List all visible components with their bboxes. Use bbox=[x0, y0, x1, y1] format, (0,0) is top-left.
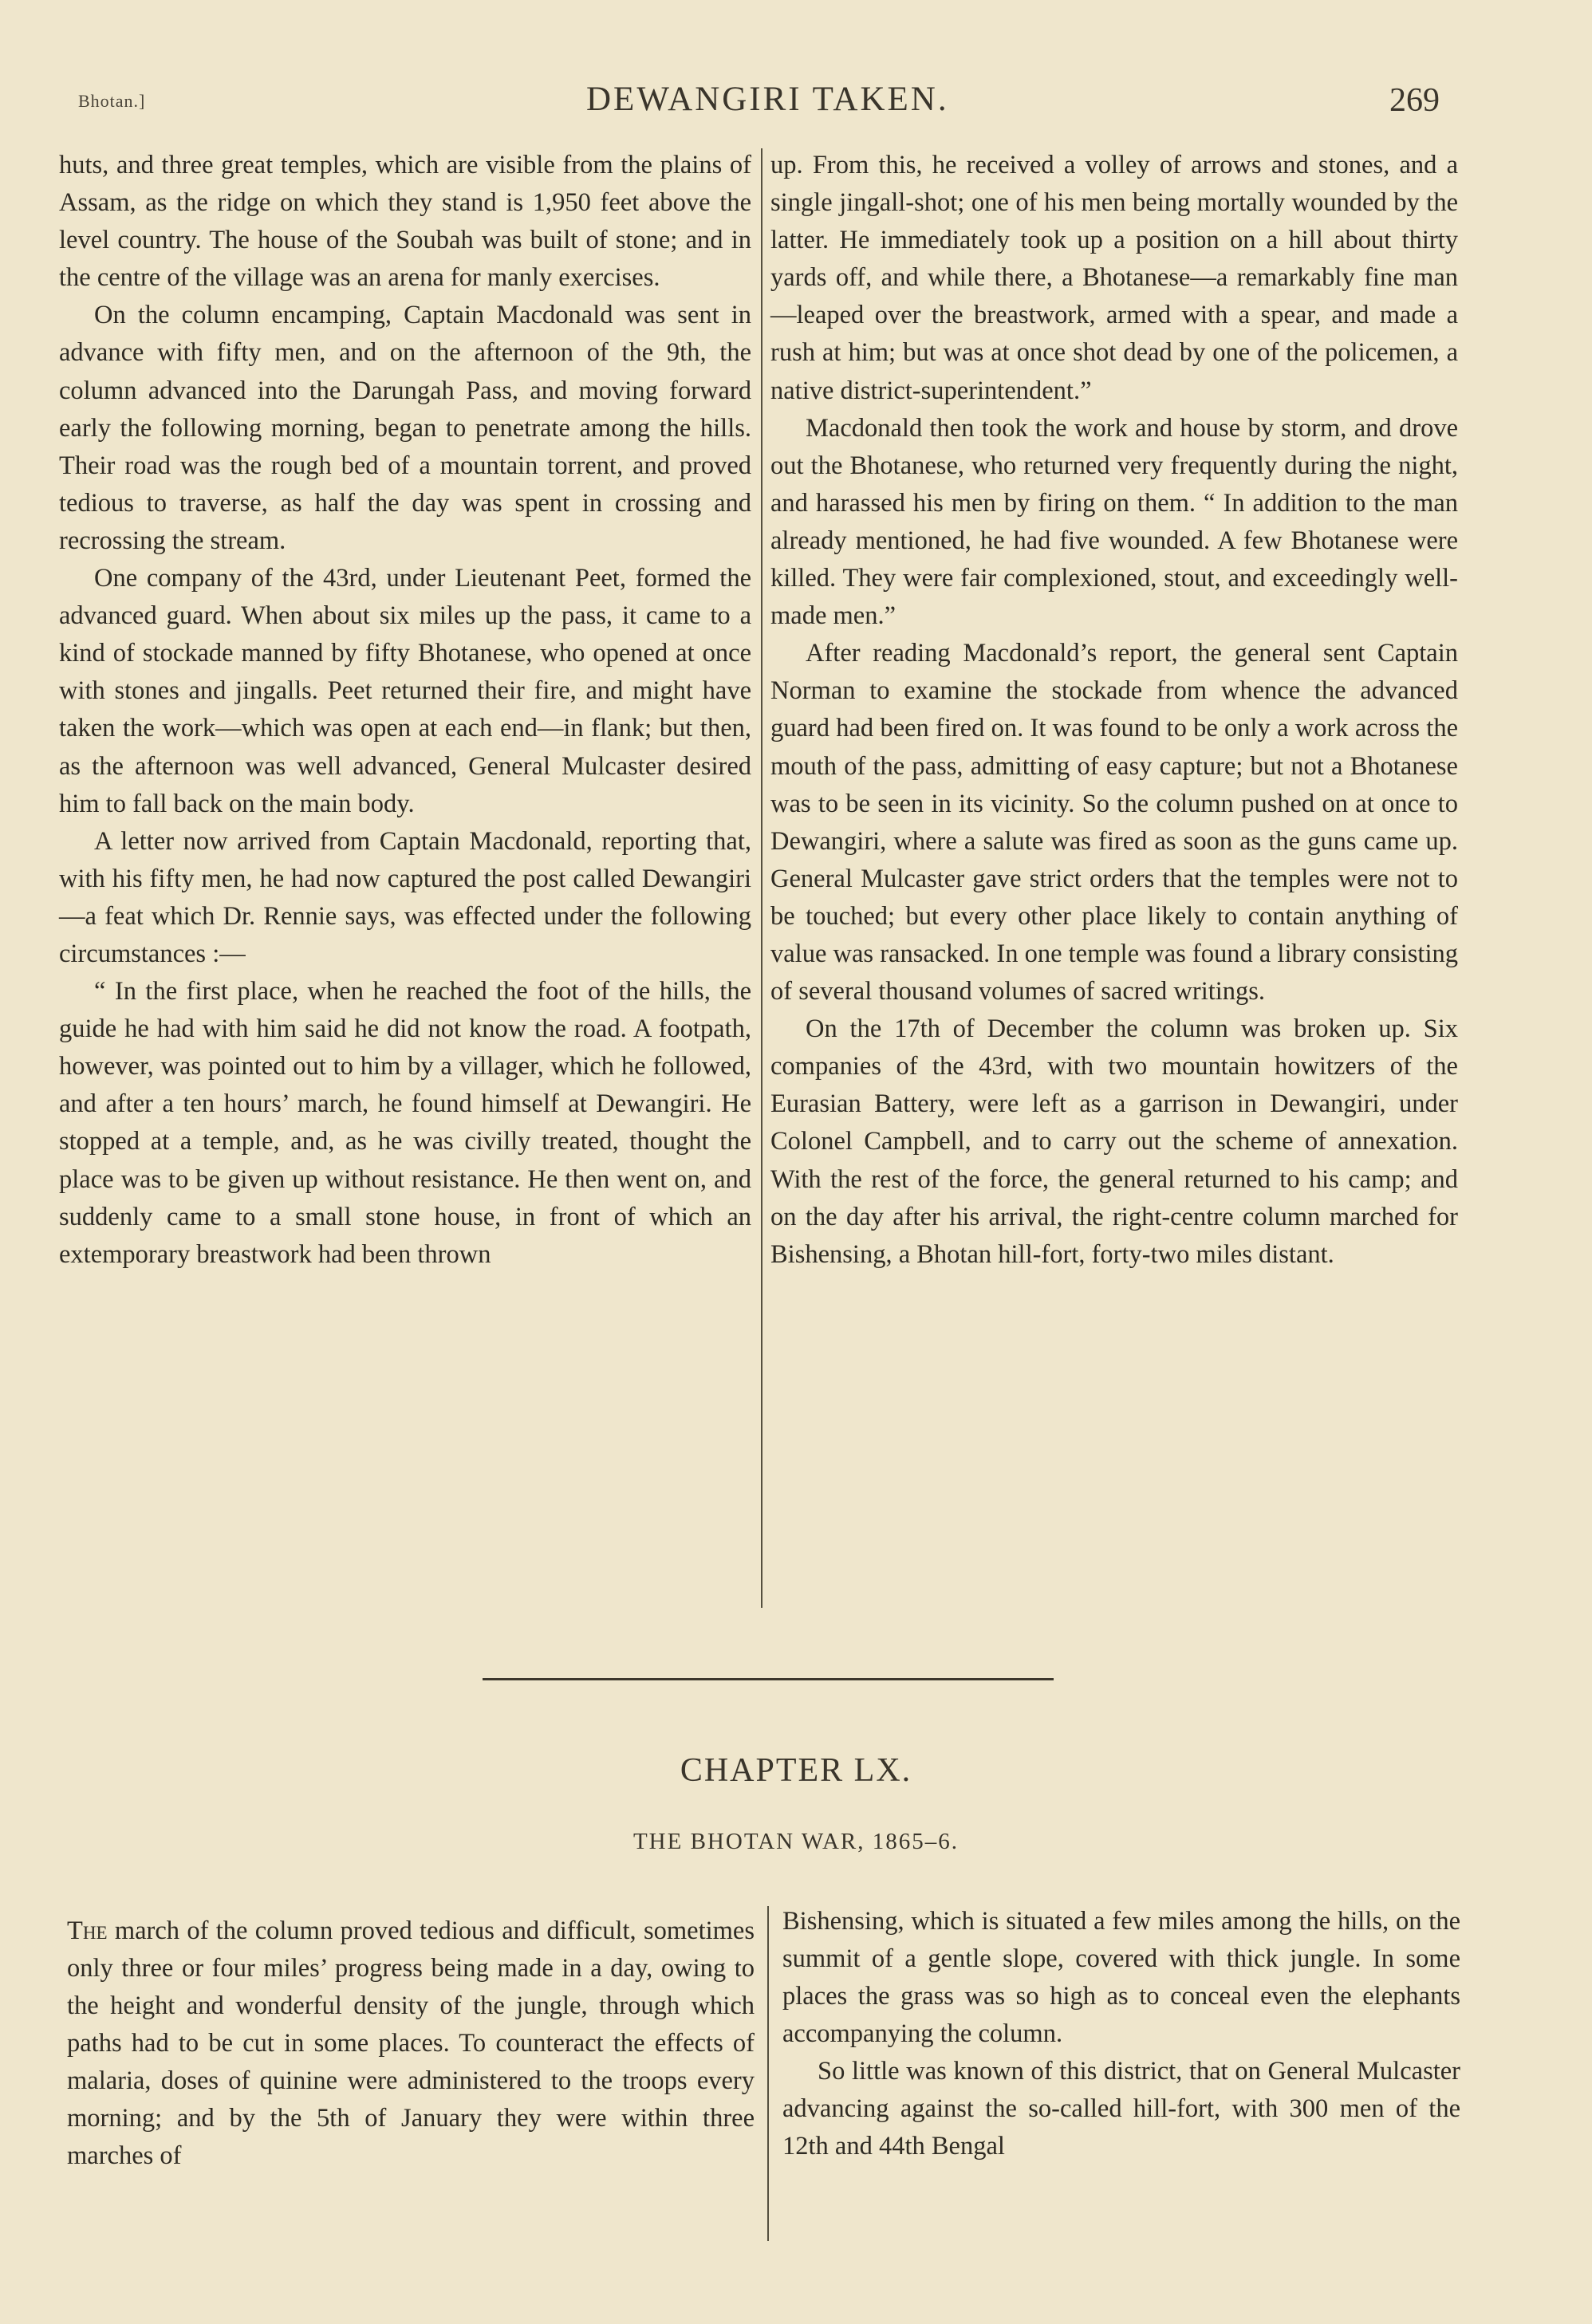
paragraph bbox=[67, 1912, 755, 2175]
paragraph-text: march of the column proved tedious and difficult, sometimes only three or four miles’ progress being made in a day, owing to the height and wonderful density of the jungle, through which paths had to be cut in some places. To counteract the effects of malaria, doses of quinine were administered to the troops every morning; and by the 5th of January they were within three marches of bbox=[67, 1916, 755, 2170]
chapter-left-column bbox=[67, 1912, 755, 2175]
chapter-right-column bbox=[782, 1903, 1460, 2165]
right-column bbox=[770, 147, 1458, 1274]
page-number: 269 bbox=[1389, 82, 1440, 119]
paragraph: up. From this, he received a volley of arrows and stones, and a single jingall-shot; one of his men being mortally wounded by the latter. He immediately took up a position on a hill about thirty yards off, and while there, a Bhotanese—a remarkably fine man—leaped over the breastwork, armed with a spear, and made a rush at him; but was at once shot dead by one of the policemen, a native district-superintendent.” bbox=[770, 151, 1458, 405]
chapter-separator-rule bbox=[483, 1678, 1054, 1680]
paragraph: “ In the first place, when he reached the foot of the hills, the guide he had with him said he did not know the road. A footpath, however, was pointed out to him by a villager, which he followed, and after a ten hours’ march, he found himself at Dewangiri. He stopped at a temple, and, as he was civilly treated, thought the place was to be given up without resistance. He then went on, and suddenly came to a small stone house, in front of which an extemporary breastwork had been thrown bbox=[59, 977, 751, 1269]
chapter-subtitle: THE BHOTAN WAR, 1865–6. bbox=[632, 1829, 960, 1854]
running-head-title: DEWANGIRI TAKEN. bbox=[586, 81, 949, 118]
paragraph: A letter now arrived from Captain Macdonald, reporting that, with his fifty men, he had now captured the post called Dewangiri—a feat which Dr. Rennie says, was effected under the following circumstances :— bbox=[59, 826, 751, 968]
paragraph: One company of the 43rd, under Lieutenant Peet, formed the advanced guard. When about six miles up the pass, it came to a kind of stockade manned by fifty Bhotanese, who opened at once with stones and jingalls. Peet returned their fire, and might have taken the work—which was open at each end—in flank; but then, as the afternoon was well advanced, General Mulcaster desired him to fall back on the main body. bbox=[59, 564, 751, 818]
running-head-section: Bhotan.] bbox=[78, 91, 146, 111]
column-divider bbox=[767, 1906, 769, 2241]
paragraph: Bishensing, which is situated a few miles among the hills, on the summit of a gentle slope, covered with thick jungle. In some places the grass was so high as to conceal even the elephants accompanying the column. bbox=[782, 1907, 1460, 2048]
paragraph: huts, and three great temples, which are visible from the plains of Assam, as the ridge on which they stand is 1,950 feet above the level country. The house of the Soubah was built of stone; and in the centre of the village was an arena for manly exercises. bbox=[59, 151, 751, 293]
paragraph: So little was known of this district, that on General Mulcaster advancing against the so-called hill-fort, with 300 men of the 12th and 44th Bengal bbox=[782, 2057, 1460, 2161]
chapter-title: CHAPTER LX. bbox=[680, 1752, 912, 1789]
paragraph: On the 17th of December the column was broken up. Six companies of the 43rd, with two mountain howitzers of the Eurasian Battery, were left as a garrison in Dewangiri, under Colonel Campbell, and to carry out the scheme of annexation. With the rest of the force, the general returned to his camp; and on the day after his arrival, the right-centre column marched for Bishensing, a Bhotan hill-fort, forty-two miles distant. bbox=[770, 1014, 1458, 1269]
paragraph: After reading Macdonald’s report, the general sent Captain Norman to examine the stockade from whence the advanced guard had been fired on. It was found to be only a work across the mouth of the pass, admitting of easy capture; but not a Bhotanese was to be seen in its vicinity. So the column pushed on at once to Dewangiri, where a salute was fired as soon as the guns came up. General Mulcaster gave strict orders that the temples were not to be touched; but every other place likely to contain anything of value was ransacked. In one temple was found a library consisting of several thousand volumes of sacred writings. bbox=[770, 639, 1458, 1006]
left-column bbox=[59, 147, 751, 1274]
column-divider bbox=[761, 148, 763, 1608]
lead-word: The bbox=[67, 1916, 108, 1945]
paragraph: Macdonald then took the work and house by storm, and drove out the Bhotanese, who returned very frequently during the night, and harassed his men by firing on them. “ In addition to the man already mentioned, he had five wounded. A few Bhotanese were killed. They were fair complexioned, stout, and exceedingly well-made men.” bbox=[770, 413, 1458, 631]
paragraph: On the column encamping, Captain Macdonald was sent in advance with fifty men, and on the afternoon of the 9th, the column advanced into the Darungah Pass, and moving forward early the following morning, began to penetrate among the hills. Their road was the rough bed of a mountain torrent, and proved tedious to traverse, as half the day was spent in crossing and recrossing the stream. bbox=[59, 301, 751, 555]
